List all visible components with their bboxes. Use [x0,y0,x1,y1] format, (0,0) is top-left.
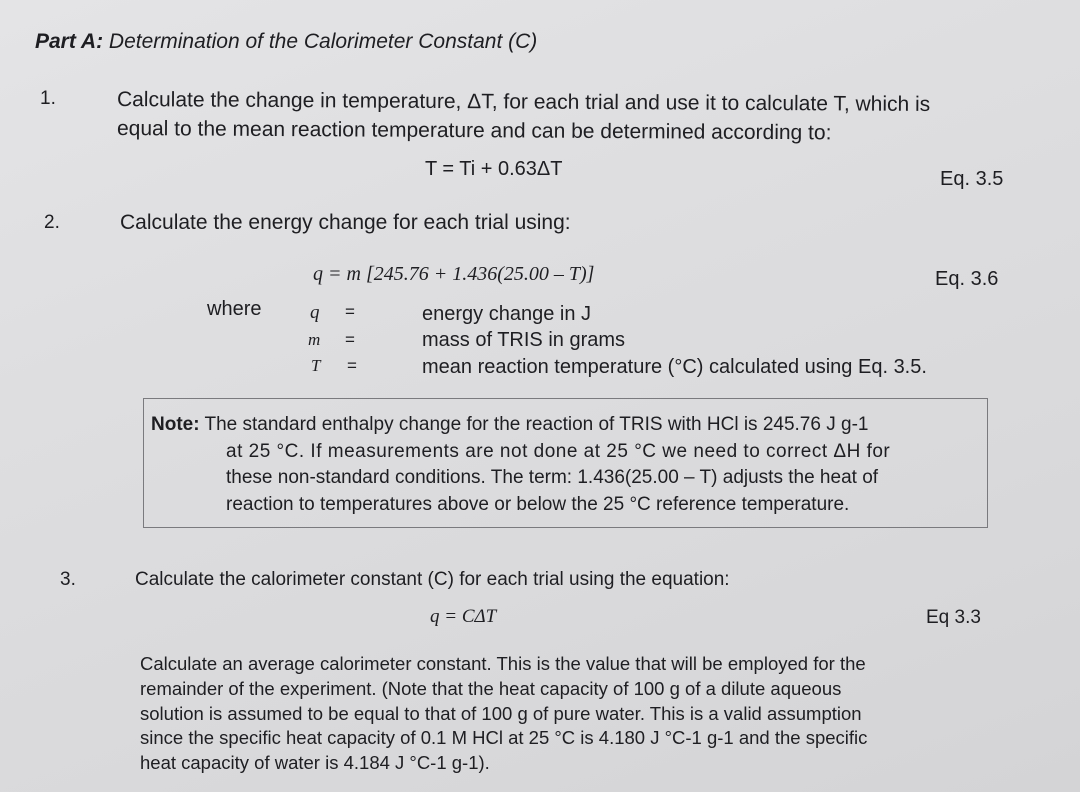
def-symbol-m: m [308,330,321,349]
step3-para-line-2: remainder of the experiment. (Note that the heat capacity of 100 g of a dilute aqueous [140,678,842,699]
step2-text: Calculate the energy change for each trial using: [120,211,571,234]
note-text-1: The standard enthalpy change for the reaction of TRIS with HCl is 245.76 J g-1 [204,414,869,435]
equation-label-3-6: Eq. 3.6 [935,268,999,290]
step3-para-line-1: Calculate an average calorimeter constant. This is the value that will be employed for the [140,653,866,674]
step1-line1: Calculate the change in temperature, ΔT, for each trial and use it to calculate T, which is [116,88,931,116]
step3-para-line-3: solution is assumed to be equal to that of 100 g of pure water. This is a valid assumption [140,703,862,724]
def-symbol-t: T [311,356,321,375]
step3-para-line-5: heat capacity of water is 4.184 J °C-1 g-1). [140,752,490,773]
title-text: Determination of the Calorimeter Constant (C) [108,30,538,53]
step-number-3: 3. [60,569,76,590]
note-line-2: at 25 °C. If measurements are not done at 25 °C we need to correct ΔH for [226,441,891,462]
part-label: Part A: [35,30,104,53]
equation-3-5: T = Ti + 0.63ΔT [425,158,563,180]
note-line-1 [151,414,868,436]
note-label: Note: [151,414,200,435]
def-equals-t: = [347,356,357,375]
step3-text: Calculate the calorimeter constant (C) for each trial using the equation: [135,569,730,590]
step-number-2: 2. [44,212,60,233]
step-number-1: 1. [40,88,56,109]
step3-para-line-4: since the specific heat capacity of 0.1 M HCl at 25 °C is 4.180 J °C-1 g-1 and the specific [140,727,868,748]
def-meaning-q: energy change in J [422,303,592,325]
step1-line2: equal to the mean reaction temperature and can be determined according to: [116,117,832,145]
where-label: where [207,298,262,320]
equation-label-3-3: Eq 3.3 [926,607,981,628]
equation-3-3: q = CΔT [430,606,497,627]
note-line-4: reaction to temperatures above or below the 25 °C reference temperature. [226,494,850,515]
def-meaning-t: mean reaction temperature (°C) calculated using Eq. 3.5. [422,356,927,378]
def-symbol-q: q [310,302,320,323]
equation-label-3-5: Eq. 3.5 [940,168,1004,190]
note-line-3: these non-standard conditions. The term: 1.436(25.00 – T) adjusts the heat of [226,467,879,488]
def-equals-m: = [345,330,355,349]
def-equals-q: = [345,302,355,321]
equation-3-6: q = m [245.76 + 1.436(25.00 – T)] [313,263,595,285]
def-meaning-m: mass of TRIS in grams [422,329,626,351]
page-title [35,30,537,54]
